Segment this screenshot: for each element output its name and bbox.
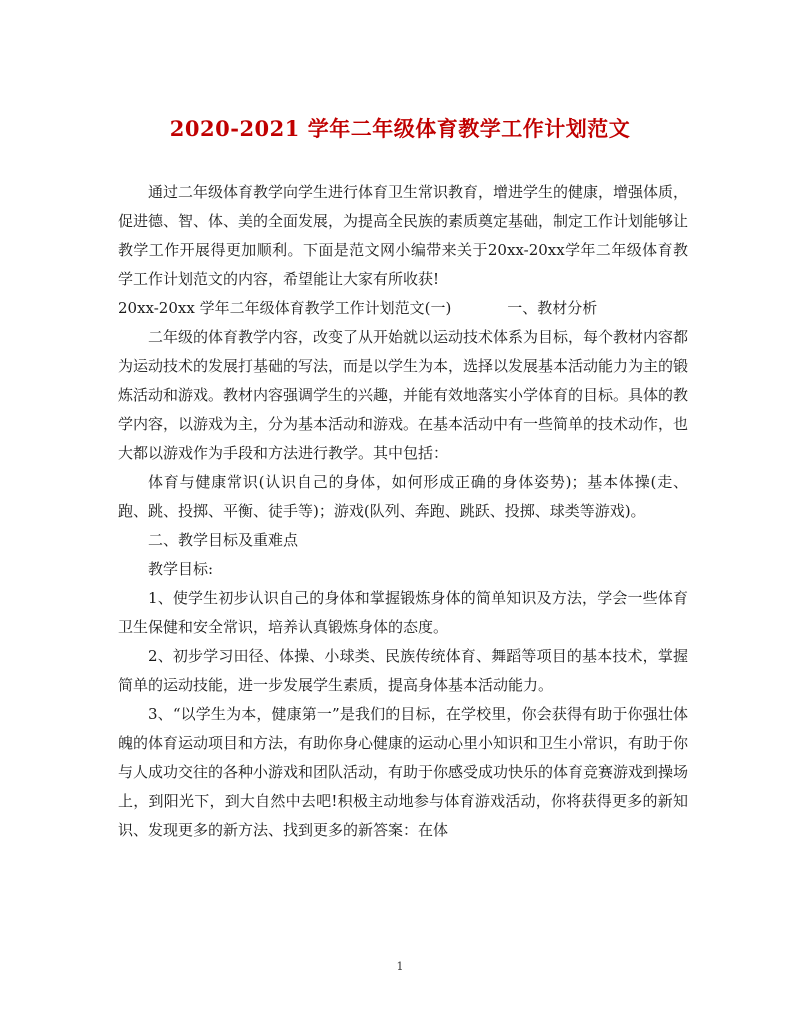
document-title: 2020-2021 学年二年级体育教学工作计划范文 [169, 116, 631, 141]
includes-paragraph: 体育与健康常识(认识自己的身体，如何形成正确的身体姿势)；基本体操(走、跑、跳、投掷、平衡、徒手等)；游戏(队列、奔跑、跳跃、投掷、球类等游戏)。 [118, 473, 688, 520]
goal-item-2: 2、初步学习田径、体操、小球类、民族传统体育、舞蹈等项目的基本技术，掌握简单的运动技能，进一步发展学生素质，提高身体基本活动能力。 [118, 647, 688, 694]
subtitle-line [118, 294, 688, 323]
intro-paragraph: 通过二年级体育教学向学生进行体育卫生常识教育，增进学生的健康，增强体质，促进德、智、体、美的全面发展，为提高全民族的素质奠定基础，制定工作计划能够让教学工作开展得更加顺利。下面是范文网小编带来关于20xx-20xx学年二年级体育教学工作计划范文的内容，希望能让大家有所收获! [118, 183, 689, 288]
section-two-heading: 二、教学目标及重难点 [148, 531, 299, 549]
goal-item-1: 1、使学生初步认识自己的身体和掌握锻炼身体的简单知识及方法，学会一些体育卫生保健和安全常识，培养认真锻炼身体的态度。 [118, 589, 688, 636]
page-number: 1 [396, 960, 404, 973]
goal-item-3: 3、“以学生为本，健康第一”是我们的目标，在学校里，你会获得有助于你强壮体魄的体育运动项目和方法，有助你身心健康的运动心里小知识和卫生小常识，有助于你与人成功交往的各种小游戏和团队活动，有助于你感受成功快乐的体育竞赛游戏到操场上，到阳光下，到大自然中去吧!积极主动地参与体育游戏活动，你将获得更多的新知识、发现更多的新方法、找到更多的新答案：在体 [118, 705, 689, 839]
section-one-heading: 一、教材分析 [507, 299, 598, 317]
document-body [118, 178, 688, 845]
subtitle-plan-heading: 20xx-20xx 学年二年级体育教学工作计划范文(一) [118, 299, 452, 317]
materials-paragraph: 二年级的体育教学内容，改变了从开始就以运动技术体系为目标，每个教材内容都为运动技术的发展打基础的写法，而是以学生为本，选择以发展基本活动能力为主的锻炼活动和游戏。教材内容强调学生的兴趣，并能有效地落实小学体育的目标。具体的教学内容，以游戏为主，分为基本活动和游戏。在基本活动中有一些简单的技术动作，也大都以游戏作为手段和方法进行教学。其中包括： [118, 328, 689, 462]
goals-label: 教学目标: [148, 560, 214, 578]
